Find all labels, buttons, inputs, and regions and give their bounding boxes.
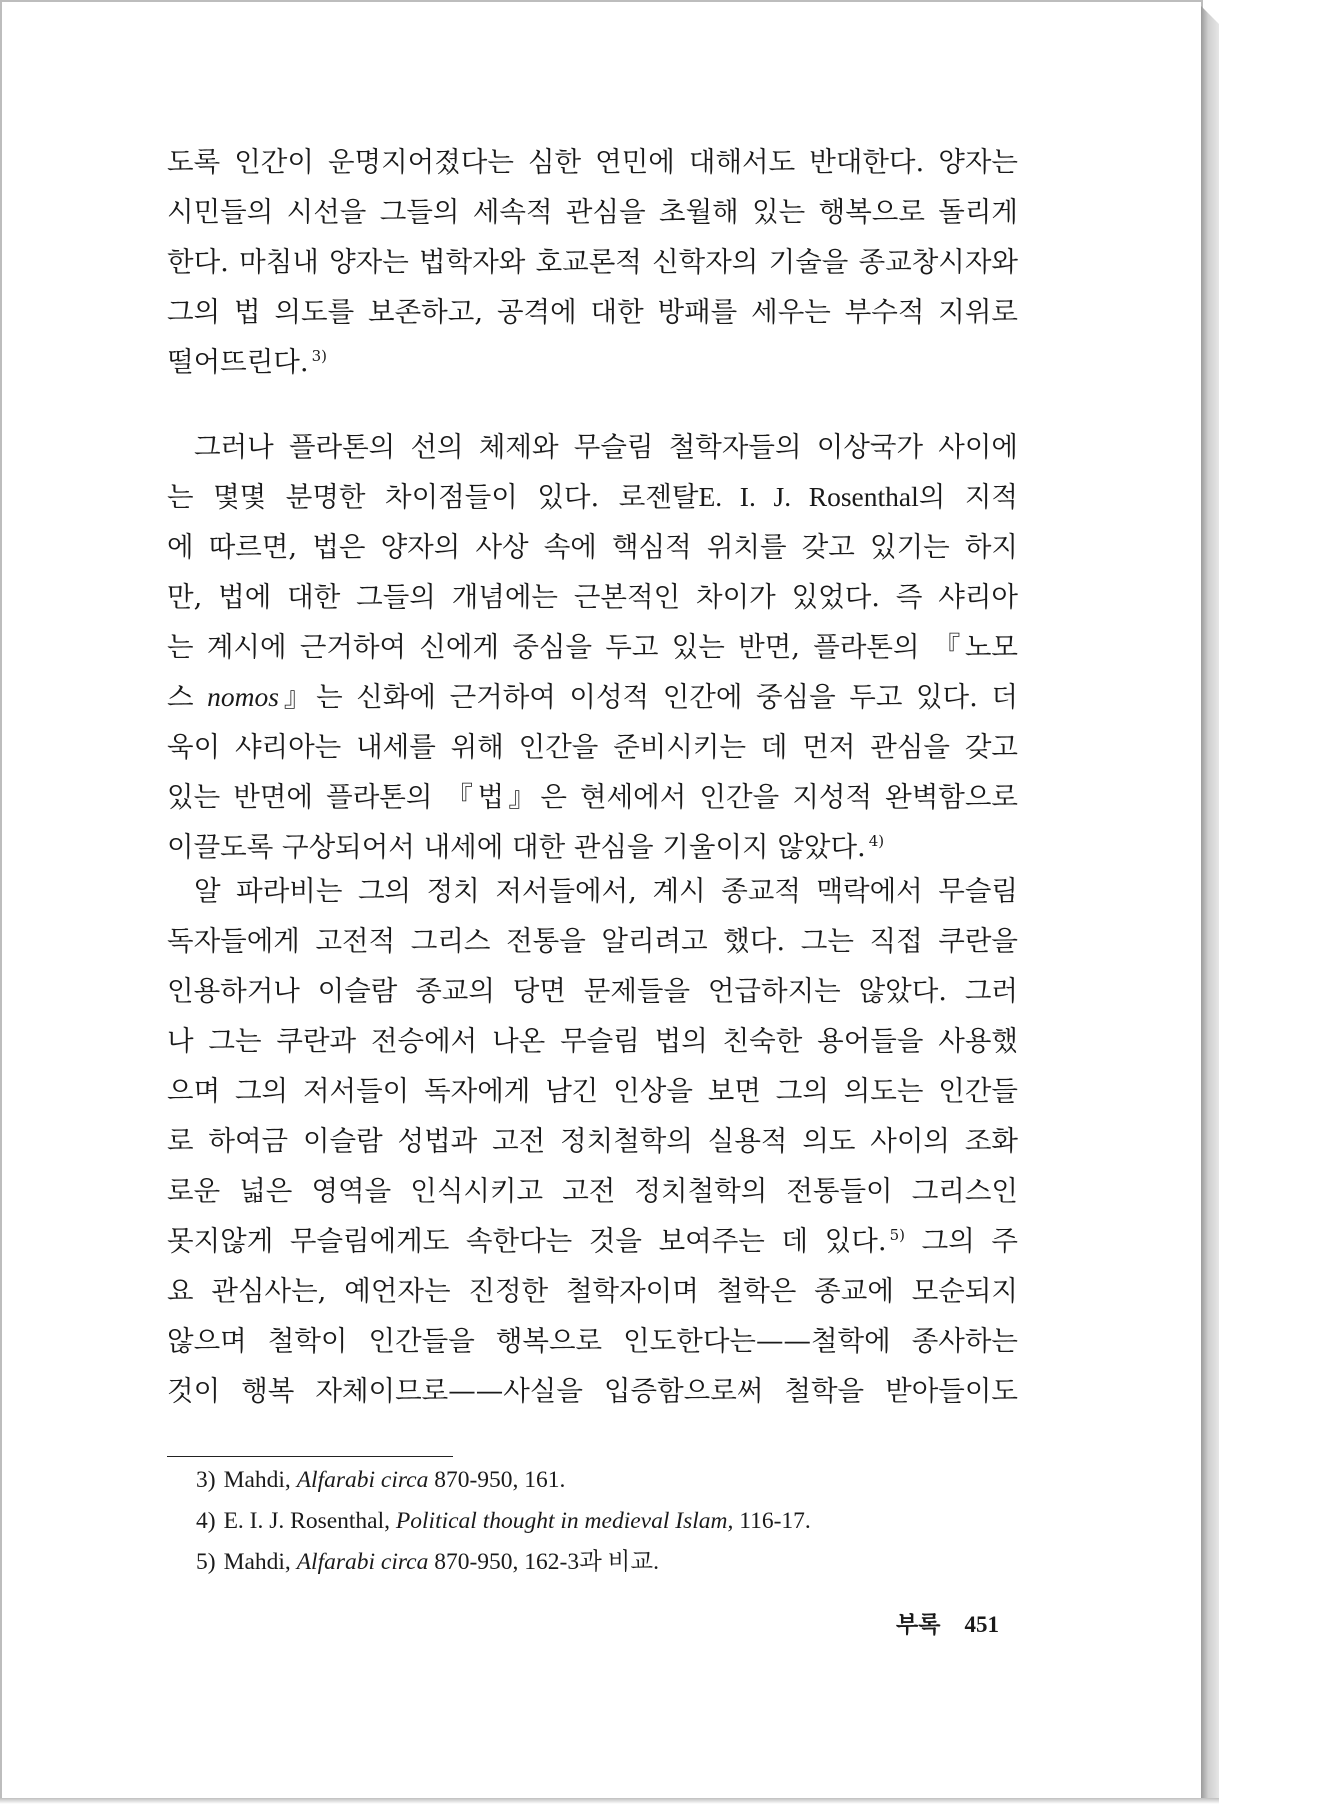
paragraph-1	[167, 137, 1018, 387]
footnote-5	[196, 1542, 811, 1583]
footnote-author: Mahdi,	[223, 1467, 297, 1493]
line-text: 그의 주	[905, 1225, 1018, 1257]
body-line: 독자들에게 고전적 그리스 전통을 알리려고 했다. 그는 직접 쿠란을	[167, 925, 1018, 957]
body-line: 알 파라비는 그의 정치 저서들에서, 계시 종교적 맥락에서 무슬림	[194, 875, 1018, 907]
line-text: 는 몇몇 분명한 차이점들이 있다. 로젠탈	[167, 481, 699, 513]
paragraph-3	[167, 866, 1018, 1416]
footnote-title: Political thought in medieval Islam,	[395, 1508, 734, 1534]
footnote-rest: 870-950, 161.	[428, 1467, 566, 1493]
body-line: 나 그는 쿠란과 전승에서 나온 무슬림 법의 친숙한 용어들을 사용했	[167, 1025, 1018, 1057]
footnote-divider	[167, 1456, 453, 1457]
line-text: 이끌도록 구상되어서 내세에 대한 관심을 기울이지 않았다.	[167, 831, 866, 863]
footnote-number: 5)	[196, 1549, 216, 1575]
body-line: 로운 넓은 영역을 인식시키고 고전 정치철학의 전통들이 그리스인	[167, 1175, 1018, 1207]
footnote-rest: 870-950, 162-3과 비교.	[428, 1549, 659, 1575]
line-text: 스	[167, 681, 208, 713]
body-line	[167, 672, 1018, 722]
body-line: 인용하거나 이슬람 종교의 당면 문제들을 언급하지는 않았다. 그러	[167, 975, 1018, 1007]
line-text: 떨어뜨린다.	[167, 346, 309, 378]
body-line: 것이 행복 자체이므로——사실을 입증함으로써 철학을 받아들이도	[167, 1375, 1018, 1407]
footnote-number: 4)	[196, 1508, 216, 1534]
section-label: 부록	[896, 1611, 941, 1638]
body-line: 욱이 샤리아는 내세를 위해 인간을 준비시키는 데 먼저 관심을 갖고	[167, 731, 1018, 763]
footnote-title: Alfarabi circa	[296, 1549, 429, 1575]
body-line	[167, 822, 1018, 872]
body-line	[167, 472, 1018, 522]
body-line: 한다. 마침내 양자는 법학자와 호교론적 신학자의 기술을 종교창시자와	[167, 246, 1018, 278]
footnote-author: E. I. J. Rosenthal,	[223, 1508, 396, 1534]
body-line: 만, 법에 대한 그들의 개념에는 근본적인 차이가 있었다. 즉 샤리아	[167, 581, 1018, 613]
body-line	[167, 1216, 1018, 1266]
page-number: 451	[964, 1612, 999, 1637]
footnote-reference: 4)	[868, 832, 885, 850]
body-line: 에 따르면, 법은 양자의 사상 속에 핵심적 위치를 갖고 있기는 하지	[167, 531, 1018, 563]
body-line: 으며 그의 저서들이 독자에게 남긴 인상을 보면 그의 의도는 인간들	[167, 1075, 1018, 1107]
page-stack-edge	[1201, 6, 1219, 1802]
body-line: 그의 법 의도를 보존하고, 공격에 대한 방패를 세우는 부수적 지위로	[167, 296, 1018, 328]
body-line: 그러나 플라톤의 선의 체제와 무슬림 철학자들의 이상국가 사이에	[194, 431, 1018, 463]
line-text: 의 지적	[918, 481, 1018, 513]
footnote-reference: 3)	[311, 347, 327, 365]
body-line: 도록 인간이 운명지어졌다는 심한 연민에 대해서도 반대한다. 양자는	[167, 146, 1018, 178]
footnotes	[196, 1460, 811, 1583]
line-text: 』는 신화에 근거하여 이성적 인간에 중심을 두고 있다. 더	[278, 681, 1018, 713]
body-line	[167, 337, 1018, 387]
footnote-3	[196, 1460, 811, 1501]
footnote-author: Mahdi,	[223, 1549, 297, 1575]
latin-name: E. I. J. Rosenthal	[698, 481, 919, 512]
body-line: 는 계시에 근거하여 신에게 중심을 두고 있는 반면, 플라톤의 『노모	[167, 631, 1018, 663]
footnote-reference: 5)	[889, 1226, 906, 1244]
footnote-rest: 116-17.	[733, 1508, 811, 1534]
body-line: 시민들의 시선을 그들의 세속적 관심을 초월해 있는 행복으로 돌리게	[167, 196, 1018, 228]
page-shadow	[0, 1798, 1219, 1804]
body-line: 않으며 철학이 인간들을 행복으로 인도한다는——철학에 종사하는	[167, 1325, 1018, 1357]
latin-term: nomos	[207, 681, 279, 712]
line-text: 못지않게 무슬림에게도 속한다는 것을 보여주는 데 있다.	[167, 1225, 887, 1257]
page-folio	[896, 1606, 999, 1639]
footnote-4	[196, 1501, 811, 1542]
footnote-number: 3)	[196, 1467, 216, 1493]
body-line: 있는 반면에 플라톤의 『법』은 현세에서 인간을 지성적 완벽함으로	[167, 781, 1018, 813]
paragraph-2	[167, 422, 1018, 872]
body-line: 요 관심사는, 예언자는 진정한 철학자이며 철학은 종교에 모순되지	[167, 1275, 1018, 1307]
footnote-title: Alfarabi circa	[296, 1467, 429, 1493]
body-line: 로 하여금 이슬람 성법과 고전 정치철학의 실용적 의도 사이의 조화	[167, 1125, 1018, 1157]
